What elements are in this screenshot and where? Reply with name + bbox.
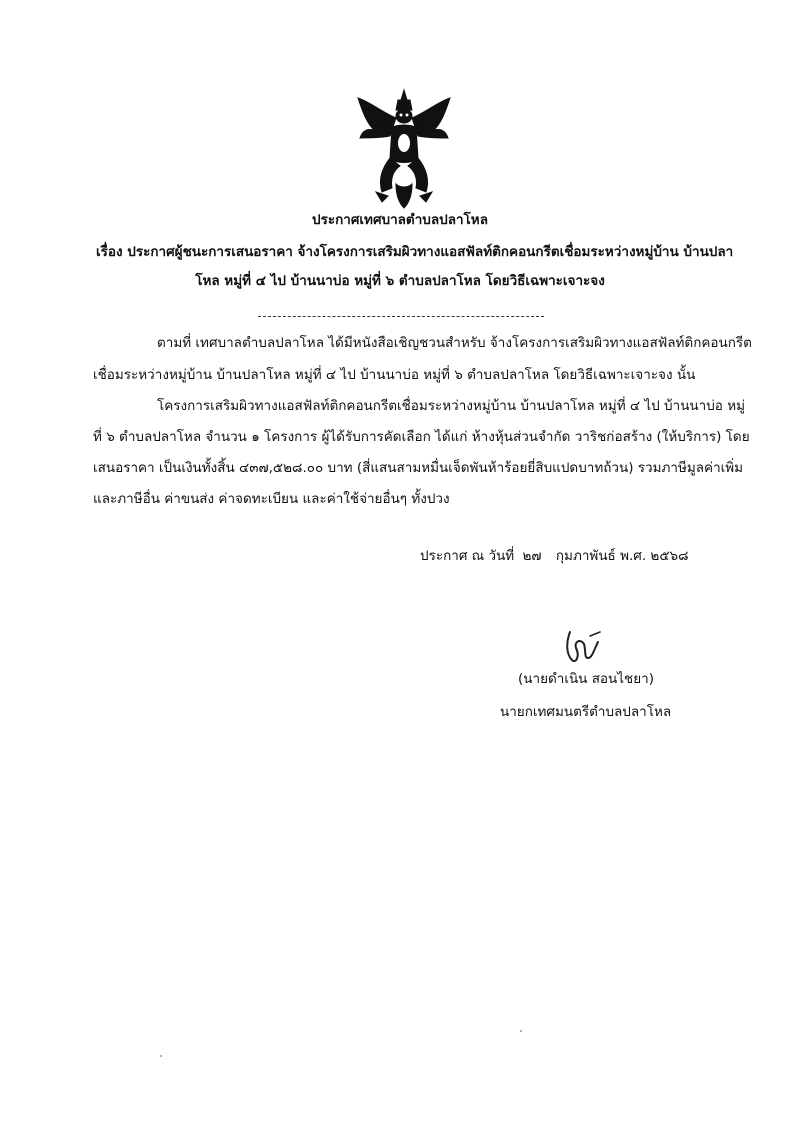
- date-prefix: ประกาศ ณ วันที่: [420, 548, 515, 564]
- garuda-emblem-icon: [352, 88, 456, 210]
- paragraph-2-line-1: โครงการเสริมผิวทางแอสฟัลท์ติกคอนกรีตเชื่อมระหว่างหมู่บ้าน บ้านปลาโหล หมู่ที่ ๔ ไป บ้านนาบ่อ หมู่: [157, 398, 745, 414]
- header-divider: [258, 316, 544, 317]
- paragraph-1-line-2: เชื่อมระหว่างหมู่บ้าน บ้านปลาโหล หมู่ที่ ๔ ไป บ้านนาบ่อ หมู่ที่ ๖ ตำบลปลาโหล โดยวิธีเฉพาะเจาะจง นั้น: [93, 367, 696, 383]
- paragraph-2-line-3: เสนอราคา เป็นเงินทั้งสิ้น ๔๓๗,๕๒๘.๐๐ บาท (สี่แสนสามหมื่นเจ็ดพันห้าร้อยยี่สิบแปดบาทถ้วน) รวมภาษีมูลค่าเพิ่ม: [93, 460, 744, 476]
- scan-speck: [520, 1030, 522, 1032]
- signatory-position: นายกเทศมนตรีตำบลปลาโหล: [500, 704, 672, 720]
- date-day: ๒๗: [522, 548, 542, 564]
- subject-line-1: เรื่อง ประกาศผู้ชนะการเสนอราคา จ้างโครงการเสริมผิวทางแอสฟัลท์ติกคอนกรีตเชื่อมระหว่างหมู่บ้าน บ้านปลา: [96, 244, 734, 260]
- paragraph-1-line-1: ตามที่ เทศบาลตำบลปลาโหล ได้มีหนังสือเชิญชวนสำหรับ จ้างโครงการเสริมผิวทางแอสฟัลท์ติกคอนกรีต: [157, 335, 752, 351]
- subject-line-2: โหล หมู่ที่ ๔ ไป บ้านนาบ่อ หมู่ที่ ๖ ตำบลปลาโหล โดยวิธีเฉพาะเจาะจง: [195, 273, 605, 289]
- announcement-date: [420, 547, 689, 565]
- paragraph-2-line-4: และภาษีอื่น ค่าขนส่ง ค่าจดทะเบียน และค่าใช้จ่ายอื่นๆ ทั้งปวง: [93, 491, 450, 507]
- signatory-name: (นายดำเนิน สอนไชยา): [518, 671, 654, 687]
- date-month-year: กุมภาพันธ์ พ.ศ. ๒๕๖๘: [555, 548, 689, 564]
- paragraph-2-line-2: ที่ ๖ ตำบลปลาโหล จำนวน ๑ โครงการ ผู้ได้รับการคัดเลือก ได้แก่ ห้างหุ้นส่วนจำกัด วาริชก่อสร้าง (ให้บริการ) โดย: [93, 429, 750, 445]
- scan-speck: [160, 1055, 162, 1057]
- issuer-title: ประกาศเทศบาลตำบลปลาโหล: [312, 212, 488, 228]
- signature-icon: [560, 628, 604, 668]
